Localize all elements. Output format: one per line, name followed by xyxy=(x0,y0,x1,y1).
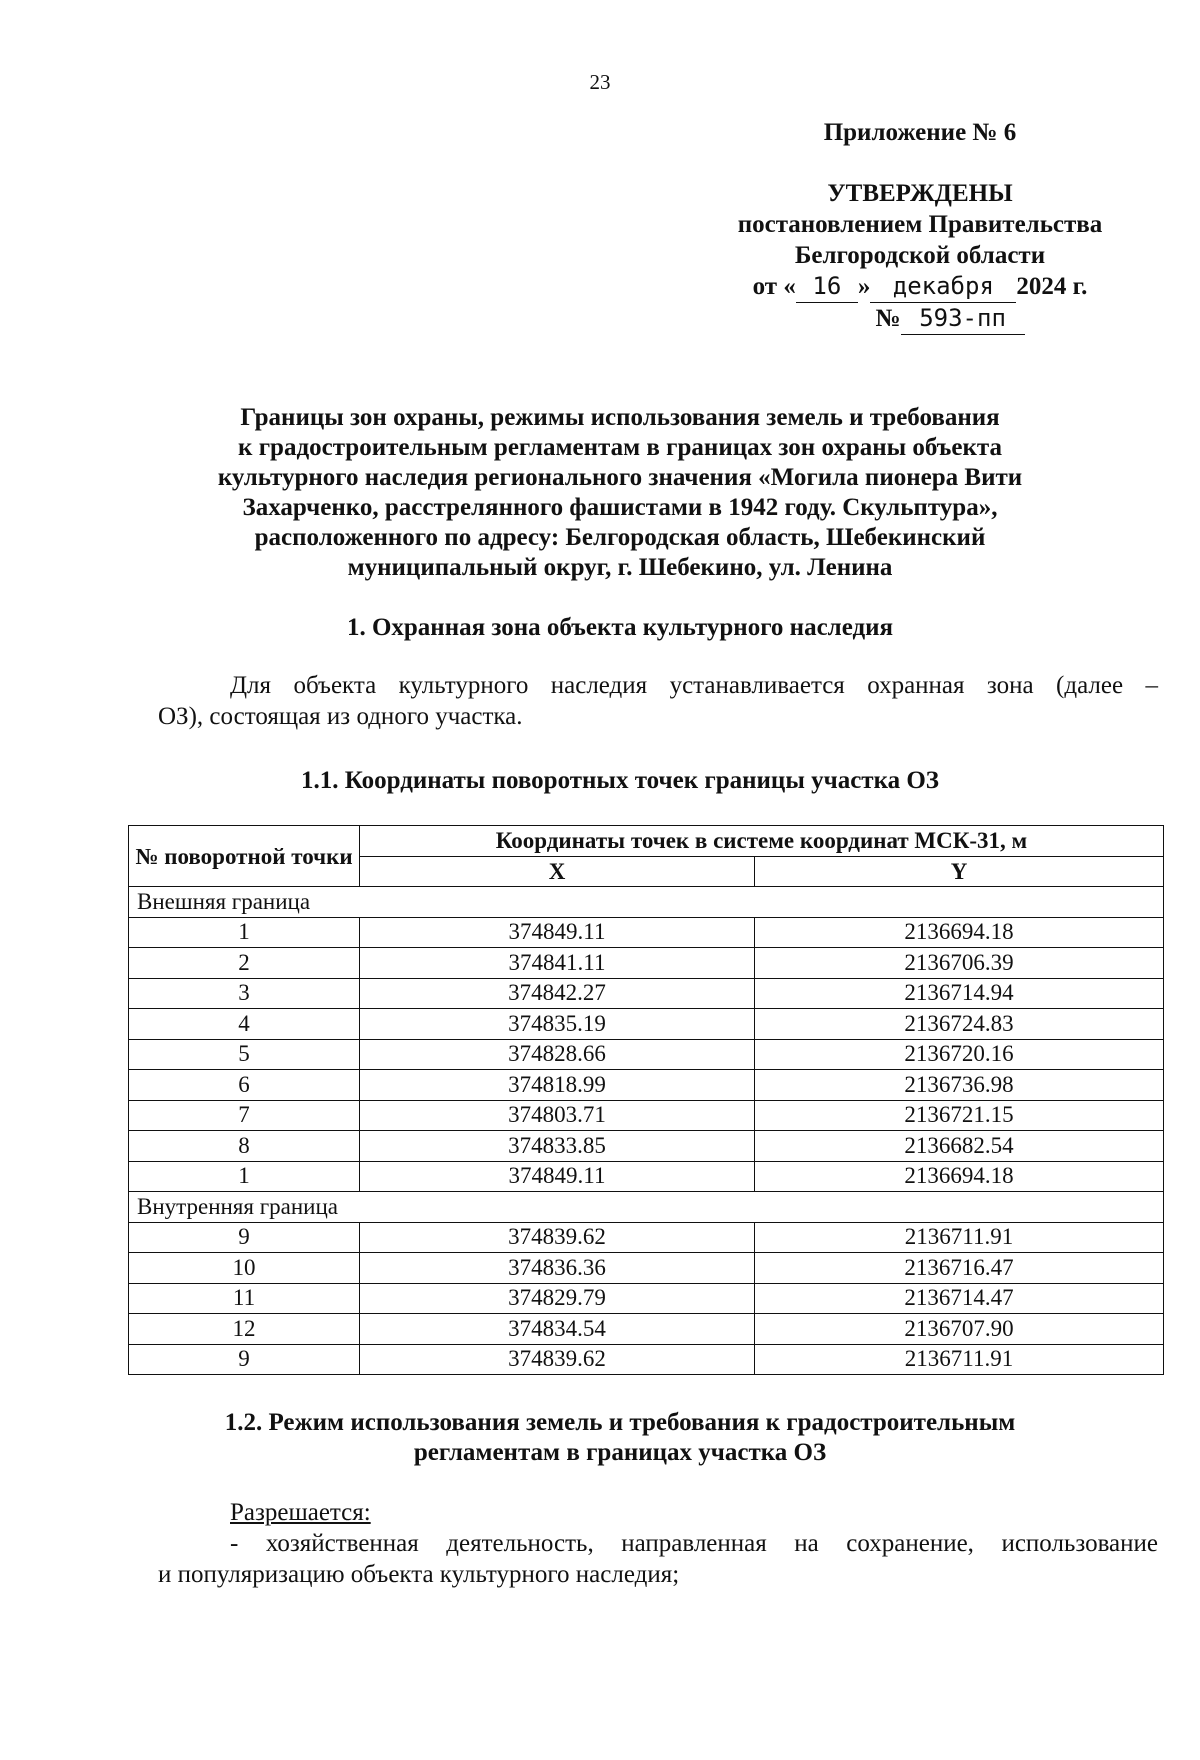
cell-point: 7 xyxy=(129,1100,360,1131)
table-row xyxy=(129,1222,1164,1253)
title-line: культурного наследия регионального значения «Могила пионера Вити xyxy=(217,464,1023,491)
cell-y: 2136707.90 xyxy=(755,1314,1164,1345)
cell-y: 2136711.91 xyxy=(755,1344,1164,1375)
cell-point: 4 xyxy=(129,1009,360,1040)
title-line: Захарченко, расстрелянного фашистами в 1942 году. Скульптура», xyxy=(242,494,998,521)
table-group-row xyxy=(129,1192,1164,1223)
cell-y: 2136724.83 xyxy=(755,1009,1164,1040)
cell-x: 374839.62 xyxy=(360,1344,755,1375)
cell-x: 374849.11 xyxy=(360,917,755,948)
coordinates-table xyxy=(128,825,1164,1375)
section-1-2-title xyxy=(160,1408,1080,1468)
title-line: расположенного по адресу: Белгородская область, Шебекинский xyxy=(254,524,986,551)
cell-x: 374836.36 xyxy=(360,1253,755,1284)
cell-x: 374842.27 xyxy=(360,978,755,1009)
approval-line-1: постановлением Правительства xyxy=(737,211,1103,238)
cell-x: 374828.66 xyxy=(360,1039,755,1070)
number-value: 593-пп xyxy=(901,303,1025,335)
table-group-row xyxy=(129,887,1164,918)
table-row xyxy=(129,1070,1164,1101)
section-1-2-title-line: 1.2. Режим использования земель и требования к градостроительным xyxy=(224,1409,1016,1436)
header-point-number: № поворотной точки xyxy=(129,826,360,887)
cell-x: 374835.19 xyxy=(360,1009,755,1040)
cell-point: 2 xyxy=(129,948,360,979)
page-number: 23 xyxy=(589,70,611,94)
group-label: Внешняя граница xyxy=(129,887,1164,918)
cell-point: 6 xyxy=(129,1070,360,1101)
cell-x: 374829.79 xyxy=(360,1283,755,1314)
date-mid: » xyxy=(857,273,871,300)
date-month: декабря xyxy=(870,271,1016,303)
allowed-label: Разрешается: xyxy=(230,1499,371,1526)
cell-x: 374803.71 xyxy=(360,1100,755,1131)
cell-x: 374839.62 xyxy=(360,1222,755,1253)
approval-number xyxy=(680,303,1160,335)
coordinates-table-body xyxy=(129,887,1164,1375)
cell-y: 2136711.91 xyxy=(755,1222,1164,1253)
allowed-paragraph xyxy=(158,1497,1158,1590)
cell-y: 2136682.54 xyxy=(755,1131,1164,1162)
table-row xyxy=(129,1009,1164,1040)
table-row xyxy=(129,1253,1164,1284)
title-line: муниципальный округ, г. Шебекино, ул. Ленина xyxy=(347,554,893,581)
cell-point: 3 xyxy=(129,978,360,1009)
table-row xyxy=(129,917,1164,948)
approval-line-2: Белгородской области xyxy=(794,242,1046,269)
table-row xyxy=(129,1100,1164,1131)
cell-point: 11 xyxy=(129,1283,360,1314)
cell-y: 2136716.47 xyxy=(755,1253,1164,1284)
cell-point: 1 xyxy=(129,1161,360,1192)
section-1-paragraph xyxy=(158,670,1158,732)
allowed-item-line: - хозяйственная деятельность, направленная на сохранение, использование xyxy=(230,1530,1158,1557)
table-row xyxy=(129,1283,1164,1314)
cell-x: 374841.11 xyxy=(360,948,755,979)
cell-y: 2136714.47 xyxy=(755,1283,1164,1314)
cell-point: 5 xyxy=(129,1039,360,1070)
cell-y: 2136714.94 xyxy=(755,978,1164,1009)
section-1-1-title: 1.1. Координаты поворотных точек границы участка ОЗ xyxy=(301,767,939,794)
table-row xyxy=(129,978,1164,1009)
date-prefix: от « xyxy=(752,273,796,300)
table-row xyxy=(129,948,1164,979)
cell-x: 374833.85 xyxy=(360,1131,755,1162)
cell-y: 2136720.16 xyxy=(755,1039,1164,1070)
cell-point: 8 xyxy=(129,1131,360,1162)
cell-x: 374849.11 xyxy=(360,1161,755,1192)
cell-y: 2136721.15 xyxy=(755,1100,1164,1131)
allowed-item-line: и популяризацию объекта культурного наследия; xyxy=(158,1561,680,1588)
document-title xyxy=(180,403,1060,583)
cell-y: 2136694.18 xyxy=(755,1161,1164,1192)
date-year: 2024 г. xyxy=(1016,273,1088,300)
number-prefix: № xyxy=(875,305,901,332)
cell-point: 1 xyxy=(129,917,360,948)
table-row xyxy=(129,1344,1164,1375)
header-y: Y xyxy=(755,856,1164,887)
appendix-label: Приложение № 6 xyxy=(823,119,1017,146)
paragraph-line: Для объекта культурного наследия устанавливается охранная зона (далее – xyxy=(230,672,1158,699)
cell-x: 374834.54 xyxy=(360,1314,755,1345)
section-1-title: 1. Охранная зона объекта культурного наследия xyxy=(346,614,894,641)
title-line: Границы зон охраны, режимы использования земель и требования xyxy=(240,404,1000,431)
cell-point: 9 xyxy=(129,1222,360,1253)
table-row xyxy=(129,1131,1164,1162)
approved-heading: УТВЕРЖДЕНЫ xyxy=(827,180,1013,207)
section-1-2-title-line: регламентам в границах участка ОЗ xyxy=(413,1439,827,1466)
header-coordinates: Координаты точек в системе координат МСК-31, м xyxy=(360,826,1164,857)
cell-point: 12 xyxy=(129,1314,360,1345)
table-row xyxy=(129,1314,1164,1345)
date-day: 16 xyxy=(796,271,858,303)
header-x: X xyxy=(360,856,755,887)
cell-x: 374818.99 xyxy=(360,1070,755,1101)
table-row xyxy=(129,1039,1164,1070)
cell-y: 2136694.18 xyxy=(755,917,1164,948)
group-label: Внутренняя граница xyxy=(129,1192,1164,1223)
approval-date xyxy=(680,271,1160,303)
table-row xyxy=(129,1161,1164,1192)
cell-y: 2136736.98 xyxy=(755,1070,1164,1101)
approval-block xyxy=(680,117,1160,335)
paragraph-line: ОЗ), состоящая из одного участка. xyxy=(158,703,523,730)
cell-y: 2136706.39 xyxy=(755,948,1164,979)
cell-point: 9 xyxy=(129,1344,360,1375)
title-line: к градостроительным регламентам в границах зон охраны объекта xyxy=(238,434,1002,461)
cell-point: 10 xyxy=(129,1253,360,1284)
